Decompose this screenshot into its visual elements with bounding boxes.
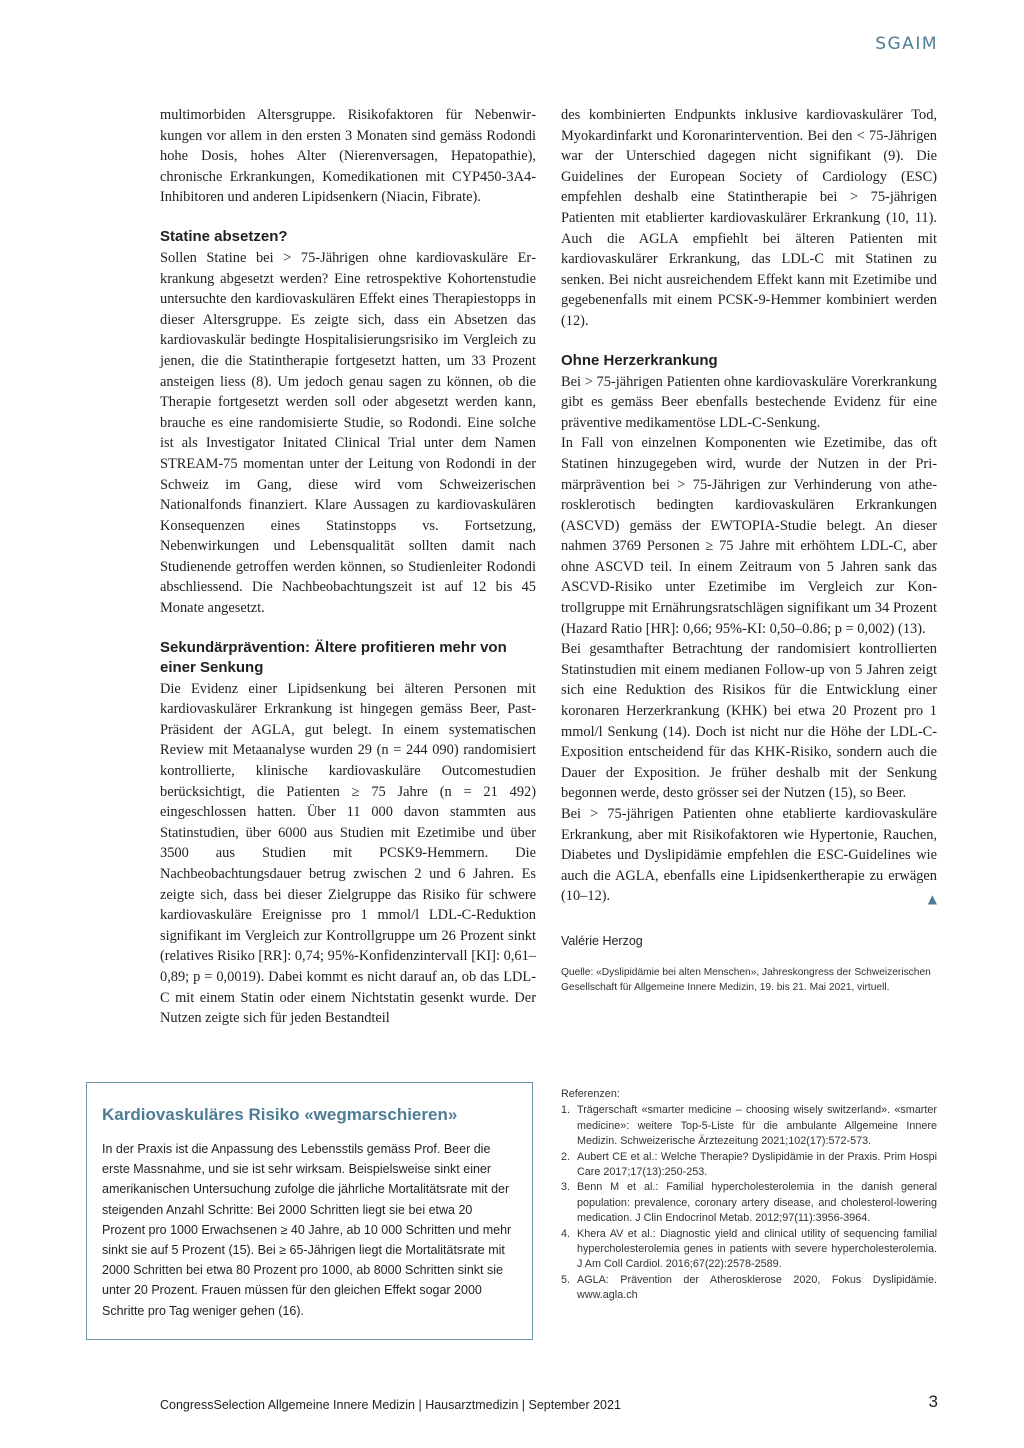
reference-item xyxy=(561,1103,937,1149)
footer-publication: CongressSelection Allgemeine Innere Medizin | Hausarztmedizin | September 2021 xyxy=(160,1398,621,1412)
reference-item xyxy=(561,1150,937,1181)
reference-text: AGLA: Prävention der Atherosklerose 2020, Fokus Dyslipidämie. www.agla.ch xyxy=(577,1273,937,1302)
reference-number: 2. xyxy=(561,1150,571,1163)
info-box-title: Kardiovaskuläres Risiko «wegmarschieren» xyxy=(102,1105,458,1124)
section-ohne-herzerkrankung-p1: Bei > 75-jährigen Patienten ohne kardiovaskuläre Vorerkrankung gibt es gemäss Beer ebenfalls bestechende Evidenz für eine präventive medikamentöse LDL-C-Senkung. xyxy=(561,373,937,431)
section-ohne-herzerkrankung-p2: In Fall von einzelnen Komponenten wie Ezetimibe, das oft Statinen hinzugegeben wird, wurde der Nutzen in der Primärprävention bei > 75-Jährigen zur Verhinderung von atherosklerotisch bedingten kardiovaskulären Erkrankungen (ASCVD) gemäss der EWTOPIA-Studie belegt. An dieser nahmen 3769 Personen ≥ 75 Jahre mit erhöhtem LDL-C, aber ohne ASCVD teil. In einem Zeitraum von 5 Jahren sank das ASCVD-Risiko unter Ezetimibe im Vergleich zur Kontrollgruppe mit Ernährungsratschlägen signifikant um 34 Prozent (Hazard Ratio [HR]: 0,66; 95%-KI: 0,50–0.86; p = 0,002) (13). xyxy=(561,435,937,637)
references-title: Referenzen: xyxy=(561,1088,620,1100)
left-column xyxy=(160,105,536,1029)
reference-item xyxy=(561,1227,937,1273)
reference-item xyxy=(561,1180,937,1226)
page-number: 3 xyxy=(928,1392,938,1411)
section-heading-sekundaerpraevention: Sekundärprävention: Ältere profitieren mehr von einer Senkung xyxy=(160,638,507,676)
info-box xyxy=(86,1082,533,1340)
reference-text: Benn M et al.: Familial hypercholesterolemia in the danish general population: prevalence, coronary artery disease, and cholesterol-lowering medication. J Clin Endocrinol Metab. 2012;97(11):3956-3964. xyxy=(577,1181,937,1225)
left-intro-paragraph: multimorbiden Altersgruppe. Risikofaktoren für Nebenwirkungen vor allem in den ersten 3 Monaten sind gemäss Rodondi hohe Dosis, hohes Alter (Nierenversagen, Hepatopathie), chronische Erkrankungen, Komedikationen mit CYP450-3A4-Inhibitoren und anderen Lipidsenkern (Niacin, Fibrate). xyxy=(160,107,536,206)
reference-number: 3. xyxy=(561,1181,571,1194)
info-box-text: In der Praxis ist die Anpassung des Lebensstils gemäss Prof. Beer die erste Massnahme, und sie ist sehr wirksam. Beispielsweise sinkt einer amerikanischen Untersuchung zufolge die jährliche Mortalitätsrate mit der steigenden Anzahl Schritte: Bei 2000 Schritten liegt sie bei etwa 20 Prozent pro 1000 Erwachsenen ≥ 40 Jahre, ab 10 000 Schritten und mehr sinkt sie auf 5 Prozent (15). Bei ≥ 65-Jährigen liegt die Mortalitätsrate mit 2000 Schritten bei etwa 80 Prozent pro 1000, ab 8000 Schritten sinkt sie unter 20 Prozent. Frauen müssen für den gleichen Effekt sogar 2000 Schritte pro Tag weniger gehen (16). xyxy=(102,1142,512,1318)
section-heading-ohne-herzerkrankung: Ohne Herzerkrankung xyxy=(561,351,718,369)
section-statine-absetzen-text: Sollen Statine bei > 75-Jährigen ohne kardiovaskuläre Erkrankung abgesetzt werden? Eine retrospektive Kohortenstudie untersuchte den kardiovaskulären Effekt eines Therapiestopps in dieser Altersgruppe. Es zeigte sich, dass ein Absetzen das kardiovaskulär bedingte Hospitalisierungsrisiko im Vergleich zu jenen, die die Statintherapie fortgesetzt hatten, um 33 Prozent ansteigen liess (8). Um jedoch genau sagen zu können, ob die Therapie fortgesetzt werden soll oder abgesetzt werden kann, brauche es eine randomisierte Studie, so Rodondi. Eine solche ist als Investigator Initated Clinical Trial unter dem Namen STREAM-75 momentan unter der Leitung von Rodondi in der Schweiz im Gang, diese wird vom Schweizerischen Nationalfonds finanziert. Klare Aussagen zu kardiovaskulären Konsequenzen eines Statinstopps vs. Fortsetzung, Nebenwirkungen und Lebensqualität sollten damit nach Studienende getroffen werden können, so Studienleiter Rodondi abschliessend. Die Nachbeobachtungszeit ist auf 12 bis 45 Monate angesetzt. xyxy=(160,249,536,617)
brand-logo: SGAIM xyxy=(875,34,938,54)
reference-text: Aubert CE et al.: Welche Therapie? Dyslipidämie in der Praxis. Prim Hospi Care 2017;17(13):250-253. xyxy=(577,1150,937,1179)
right-intro-paragraph: des kombinierten Endpunkts inklusive kardiovaskulärer Tod, Myokardinfarkt und Koronarintervention. Bei den < 75-Jährigen war der Unterschied dagegen nicht signifikant (9). Die Guidelines der European Society of Cardiology (ESC) empfehlen deshalb eine Statintherapie bei > 75-jährigen Patienten mit etablierter kardiovaskulärer Erkrankung (10, 11). Auch die AGLA empfiehlt bei älteren Patienten mit kardiovaskulärer Erkrankung, das LDL-C mit Statinen zu senken. Bei nicht ausreichendem Effekt kann mit Ezetimibe und gegebenenfalls mit einem PCSK-9-Hemmer kombiniert werden (12). xyxy=(561,107,937,329)
section-ohne-herzerkrankung-p4 xyxy=(561,804,937,907)
source-note: Quelle: «Dyslipidämie bei alten Menschen», Jahreskongress der Schweizerischen Gesellschaft für Allgemeine Innere Medizin, 19. bis 21. Mai 2021, virtuell. xyxy=(561,966,931,994)
references-list xyxy=(561,1103,937,1303)
reference-number: 4. xyxy=(561,1227,571,1240)
right-column xyxy=(561,105,937,996)
author-name: Valérie Herzog xyxy=(561,933,643,948)
reference-item xyxy=(561,1273,937,1304)
section-heading-statine-absetzen: Statine absetzen? xyxy=(160,227,288,245)
section-sekundaerpraevention-text: Die Evidenz einer Lipidsenkung bei älteren Personen mit kardiovaskulärer Erkrankung ist hingegen gemäss Beer, Past-Präsident der AGLA, gut belegt. In einem systematischen Review mit Metaanalyse wurden 29 (n = 244 090) randomisiert kontrollierte, klinische kardiovaskuläre Outcomestudien berücksichtigt, die Patienten ≥ 75 Jahre (n = 21 492) eingeschlossen hatten. Über 11 000 davon stammten aus Statinstudien, über 6000 aus Studien mit Ezetimibe und über 3500 aus Studien mit PCSK9-Hemmern. Die Nachbeobachtungsdauer betrug zwischen 2 und 6 Jahren. Es zeigte sich, dass bei dieser Zielgruppe das Risiko für schwere kardiovaskuläre Ereignisse pro 1 mmol/l LDL-C-Reduktion signifikant im Vergleich zur Kontrollgruppe um 26 Prozent sinkt (relatives Risiko [RR]: 0,74; 95%-Konfidenzintervall [KI]: 0,61–0,89; p = 0,0019). Dabei kommt es nicht darauf an, ob das LDL-C mit einem Statin oder einem Nichtstatin gesenkt wurde. Der Nutzen zeigte sich für jeden Bestandteil xyxy=(160,680,536,1027)
p4-text: Bei > 75-jährigen Patienten ohne etablierte kardiovaskuläre Erkrankung, aber mit Risikofaktoren wie Hypertonie, Rauchen, Diabetes und Dyslipidämie empfehlen die ESC-Guidelines wie auch die AGLA, ebenfalls eine Lipidsenkertherapie zu erwägen (10–12). xyxy=(561,806,937,905)
reference-text: Trägerschaft «smarter medicine – choosing wisely switzerland». «smarter medicine»: weitere Top-5-Liste für die ambulante Allgemeine Innere Medizin. Schweizerische Ärztezeitung 2021;102(17):572-573. xyxy=(577,1104,937,1148)
end-triangle-icon: ▲ xyxy=(927,892,937,907)
reference-number: 5. xyxy=(561,1273,571,1286)
reference-number: 1. xyxy=(561,1104,571,1117)
references xyxy=(561,1087,937,1304)
section-ohne-herzerkrankung-p3: Bei gesamthafter Betrachtung der randomisiert kontrollierten Statinstudien mit einem medianen Follow-up von 5 Jahren zeigt sich eine Reduktion des Risikos für die Entwicklung einer koronaren Herzerkrankung (KHK) bei etwa 20 Prozent pro 1 mmol/l Senkung (14). Doch ist nicht nur die Höhe der LDL-C-Exposition entscheidend für das KHK-Risiko, sondern auch die Dauer der Exposition. Je früher deshalb mit der Senkung begonnen werde, desto grösser sei der Nutzen (15), so Beer. xyxy=(561,641,937,802)
reference-text: Khera AV et al.: Diagnostic yield and clinical utility of sequencing familial hypercholesterolemia genes in patients with severe hypercholesterolemia. J Am Coll Cardiol. 2016;67(22):2578-2589. xyxy=(577,1227,937,1271)
